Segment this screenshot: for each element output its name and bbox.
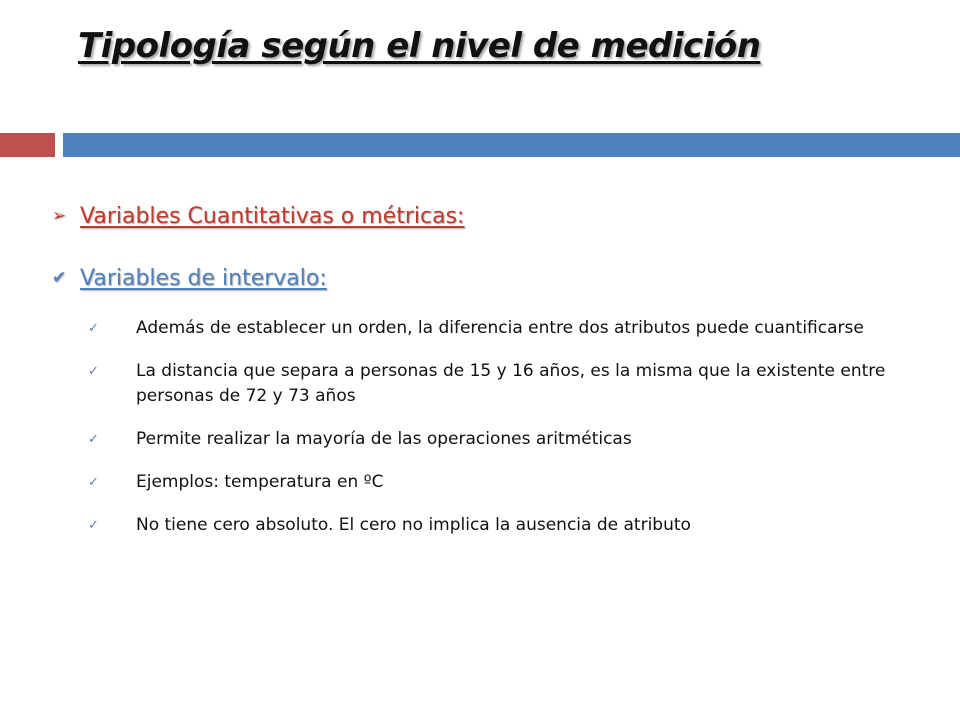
list-item xyxy=(88,359,928,409)
list-item-text: La distancia que separa a personas de 15 y 16 años, es la misma que la existente entre personas de 72 y 73 años xyxy=(136,361,886,406)
accent-bar-blue xyxy=(63,133,960,157)
list-item xyxy=(88,316,928,341)
checkmark-icon: ✓ xyxy=(88,321,99,336)
checkmark-icon: ✓ xyxy=(88,364,99,379)
heading-quantitative-label: Variables Cuantitativas o métricas: xyxy=(80,204,465,229)
list-item-text: Permite realizar la mayoría de las operaciones aritméticas xyxy=(136,429,632,449)
list-item-text: Además de establecer un orden, la diferencia entre dos atributos puede cuantificarse xyxy=(136,318,864,338)
checkmark-icon: ✓ xyxy=(88,432,99,447)
checkmark-icon: ✓ xyxy=(88,518,99,533)
list-item xyxy=(88,427,928,452)
heading-interval-variables xyxy=(52,266,327,291)
slide-title: Tipología según el nivel de medición xyxy=(78,26,761,66)
interval-properties-list xyxy=(88,316,928,556)
list-item-text: Ejemplos: temperatura en ºC xyxy=(136,472,384,492)
checkmark-icon: ✓ xyxy=(88,475,99,490)
heading-interval-label: Variables de intervalo: xyxy=(80,266,327,291)
accent-bar-red xyxy=(0,133,55,157)
heading-quantitative-variables xyxy=(52,204,464,229)
list-item xyxy=(88,513,928,538)
list-item xyxy=(88,470,928,495)
list-item-text: No tiene cero absoluto. El cero no implica la ausencia de atributo xyxy=(136,515,691,535)
checkmark-bullet-icon: ✔ xyxy=(52,268,67,288)
arrow-bullet-icon: ➢ xyxy=(52,206,67,226)
